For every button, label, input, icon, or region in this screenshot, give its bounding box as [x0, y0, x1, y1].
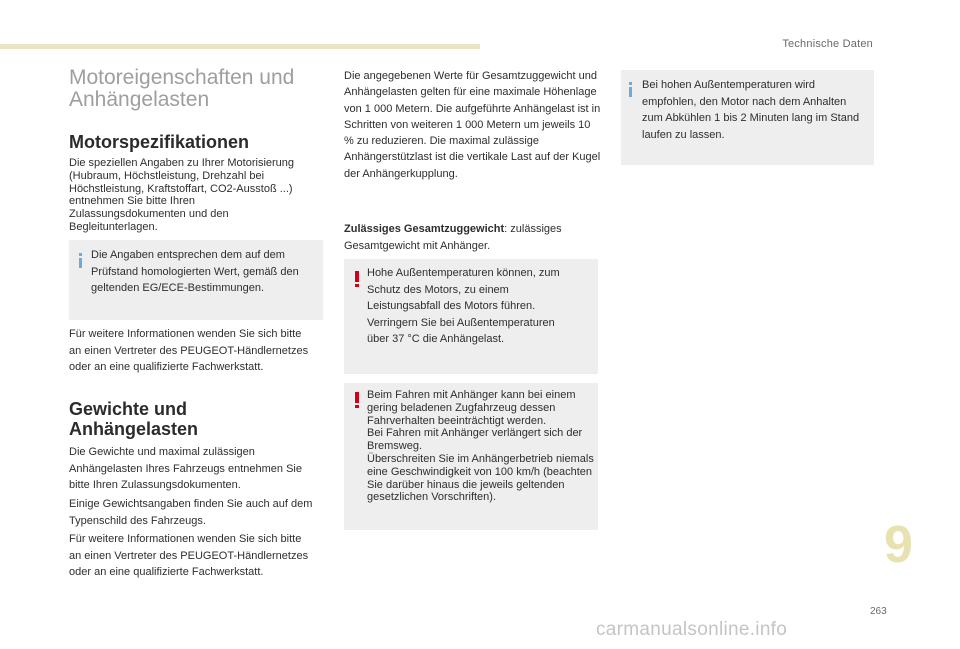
- page-title: Motoreigenschaften und Anhängelasten: [69, 66, 295, 111]
- page-number: 263: [870, 606, 887, 617]
- intro-text: Die angegebenen Werte für Gesamtzuggewicht und Anhängelasten gelten für eine maximale Höhenlage von 1 000 Metern. Die aufgeführte Anhängelast ist in Schritten von weiteren 1 000 Metern um jeweils 10 % zu reduzieren. Die maximal zulässige Anhängerstützlast ist die vertikale Last auf der Kugel der Anhängerkupplung.: [344, 70, 601, 180]
- weights-text-1: Die Gewichte und maximal zulässigen Anhängelasten Ihres Fahrzeugs entnehmen Sie bitte Ihren Zulassungsdokumenten.: [69, 446, 302, 491]
- info-box-text: Bei hohen Außentemperaturen wird empfohlen, den Motor nach dem Anhalten zum Abkühlen 1 bis 2 Minuten lang im Stand laufen zu lassen.: [642, 79, 860, 141]
- engine-heading: Motorspezifikationen: [69, 132, 250, 152]
- engine-text: Die speziellen Angaben zu Ihrer Motorisierung (Hubraum, Höchstleistung, Drehzahl bei Höchstleistung, Kraftstoffart, CO2-Ausstoß ...) entnehmen Sie bitte Ihren Zulassungsdokumenten und den Begleitunterlagen.: [69, 157, 295, 233]
- info-box-text: Die Angaben entsprechen dem auf dem Prüfstand homologierten Wert, gemäß den geltenden EG/ECE-Bestimmungen.: [91, 249, 299, 294]
- gross-weight-label: Zulässiges Gesamtzuggewicht: [344, 223, 505, 235]
- header-accent-bar: [0, 44, 480, 49]
- warning-icon: [355, 271, 359, 287]
- warning-box-trailer: [344, 383, 598, 530]
- dealer-text-2: Für weitere Informationen wenden Sie sich bitte an einen Vertreter des PEUGEOT-Händlernetzes oder an eine qualifizierte Fachwerkstatt.: [69, 533, 309, 578]
- section-label: Technische Daten: [782, 38, 873, 50]
- gross-weight-desc: : zulässiges Gesamtgewicht mit Anhänger.: [344, 223, 562, 252]
- warning-box-text: Hohe Außentemperaturen können, zum Schutz des Motors, zu einem Leistungsabfall des Motors führen. Verringern Sie bei Außentemperaturen über 37 °C die Anhängelast.: [367, 267, 560, 346]
- info-icon: [79, 253, 82, 268]
- info-icon: [629, 82, 632, 97]
- warning-box-temperature: [344, 259, 598, 374]
- weights-text-2: Einige Gewichtsangaben finden Sie auch auf dem Typenschild des Fahrzeugs.: [69, 498, 313, 527]
- dealer-text-1: Für weitere Informationen wenden Sie sich bitte an einen Vertreter des PEUGEOT-Händlernetzes oder an eine qualifizierte Fachwerkstatt.: [69, 328, 309, 373]
- watermark: carmanualsonline.info: [596, 619, 788, 640]
- info-box-cooling: [621, 70, 874, 165]
- gross-weight-text: [344, 221, 594, 254]
- weights-heading: Gewichte und Anhängelasten: [69, 399, 199, 439]
- chapter-number: 9: [884, 516, 913, 574]
- warning-icon: [355, 392, 359, 408]
- info-box-homologation: [69, 240, 323, 320]
- warning-box-text: Beim Fahren mit Anhänger kann bei einem gering beladenen Zugfahrzeug dessen Fahrverhalten beeinträchtigt werden. Bei Fahren mit Anhänger verlängert sich der Bremsweg. Überschreiten Sie im Anhängerbetrieb niemals eine Geschwindigkeit von 100 km/h (beachten Sie darüber hinaus die jeweils geltenden gesetzlichen Vorschriften).: [367, 389, 594, 504]
